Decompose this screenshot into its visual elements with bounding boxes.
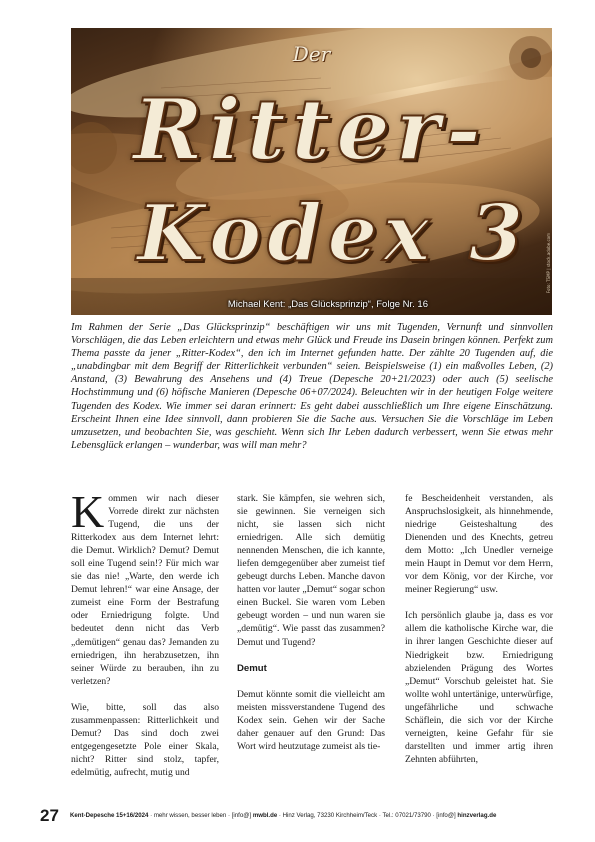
- body-column-3: [405, 492, 553, 779]
- issue-label: Kent-Depesche 15+16/2024: [70, 812, 149, 819]
- paragraph: fe Bescheidenheit verstanden, als Anspruchslosigkeit, als hinnehmende, niedrige Geisteshaltung des Dienenden und des Knechts, getreu dem Motto: „Ich Unedler verneige mein Haupt in Demut vor dem Herrn, vor dem König, vor der Kirche, vor meiner Regierung“ usw.: [405, 493, 553, 596]
- footer-publisher: · Hinz Verlag, 73230 Kirchheim/Teck · Tel.: 07021/73790 · [info@]: [277, 812, 458, 819]
- hero-article: Der: [292, 42, 331, 66]
- domain-link-mwbl[interactable]: mwbl.de: [252, 812, 278, 819]
- paragraph: Wie, bitte, soll das also zusammenpassen: Ritterlichkeit und Demut? Das sind doch zwei entgegengesetzte Pole einer Skala, nicht? Ritter sind stolz, tapfer, edelmütig, aufrecht, mutig und: [71, 701, 219, 778]
- footer-line: [70, 812, 496, 819]
- drop-cap: K: [71, 486, 105, 537]
- body-column-1: [71, 486, 219, 792]
- section-subheading: Demut: [237, 662, 267, 674]
- page-footer: [40, 806, 555, 826]
- hero-title-line1: Ritter-: [133, 80, 487, 179]
- intro-paragraph: Im Rahmen der Serie „Das Glücksprinzip“ beschäftigen wir uns mit Tugenden, Vernunft und sinnvollen Vorschlägen, die das Leben erleichtern und etwas mehr Glück und Freude ins Dasein bringen können. Perfekt zum Thema passte da jener „Ritter-Kodex“, den ich im Internet gefunden hatte. Der zählte 20 Tugenden auf, die „unabdingbar mit dem Begriff der Ritterlichkeit verbunden“ seien. Beispielsweise (1) ein maßvolles Leben, (2) Anstand, (3) Bewahrung des Ansehens und (4) Treue (Depesche 20+21/2023) oder auch (5) seelische Hochstimmung und (6) höfische Manieren (Depesche 06+07/2024). Beleuchten wir in der heutigen Folge weitere Tugenden des Kodex. Wie immer sei daran erinnert: Es geht dabei ausschließlich um Ihre eigene Einschätzung. Erscheint Ihnen eine Idee sinnvoll, dann probieren Sie die Sache aus. Versuchen Sie die Vorschläge im Leben umzusetzen, und beobachten Sie, was geschieht. Wenn sich Ihr Leben dadurch verbessert, wenn Sie etwas mehr Lebensglück erlangen – wunderbar, was will man mehr?: [71, 322, 553, 451]
- body-column-2: [237, 492, 385, 766]
- paragraph: Demut könnte somit die vielleicht am meisten missverstandene Tugend des Kodex sein. Gehen wir der Sache daher genauer auf den Grund: Das Wort wird heutzutage zumeist als tie-: [237, 688, 385, 752]
- photo-credit: Foto: TSMP | stock.adobe.com: [546, 233, 551, 294]
- series-byline: Michael Kent: „Das Glücksprinzip“, Folge Nr. 16: [227, 299, 428, 310]
- hero-title-line2: Kodex 3: [137, 188, 530, 279]
- paragraph: Ich persönlich glaube ja, dass es vor allem die katholische Kirche war, die in ihrer langen Geschichte dieser auf Niedrigkeit bzw. Erniedrigung abzielenden Prägung des Wortes „Demut“ Vorschub geleistet hat. Sie wollte wohl untertänige, unterwürfige, ungefährliche und schwache Schäflein, die sich vor der Kirche verneigten, keine Gefahr für sie darstellten und immer artig ihren Zehnten abführten,: [405, 610, 553, 765]
- paragraph: [71, 486, 219, 688]
- domain-link-hinzverlag[interactable]: hinzverlag.de: [457, 812, 497, 819]
- hero-image: [71, 28, 552, 315]
- page-number: 27: [40, 806, 59, 825]
- footer-slogan: · mehr wissen, besser leben · [info@]: [148, 812, 253, 819]
- paragraph-text: ommen wir nach dieser Vorrede direkt zur nächsten Tugend, die uns der Ritterkodex aus dem Internet lehrt: die Demut. Wirklich? Demut? Demut soll eine Tugend sein!? Für mich war sie das nie! „Warte, den werde ich Demut lehren!“ war eine Ansage, der zumeist eine Form der Bestrafung oder Erniedrigung folgte. Und bedeutet denn nicht das Verb „demütigen“ genau das? Jemanden zu erniedrigen, ihn herabzusetzen, ihn seiner Würde zu berauben, ihn zu verletzen?: [71, 493, 219, 687]
- paragraph: stark. Sie kämpfen, sie wehren sich, sie gewinnen. Sie verneigen sich nicht, sie lassen sich nicht erniedrigen. Alle sich demütig nennenden Menschen, die ich kannte, liefen demgegenüber aber zumeist tief gebeugt durchs Leben. Manche davon hatten vor lauter „Demut“ sogar schon einen Buckel. Sie waren vom Leben gebeugt worden – und nun waren sie „demütig“. Wie passt das zusammen? Demut und Tugend?: [237, 493, 385, 648]
